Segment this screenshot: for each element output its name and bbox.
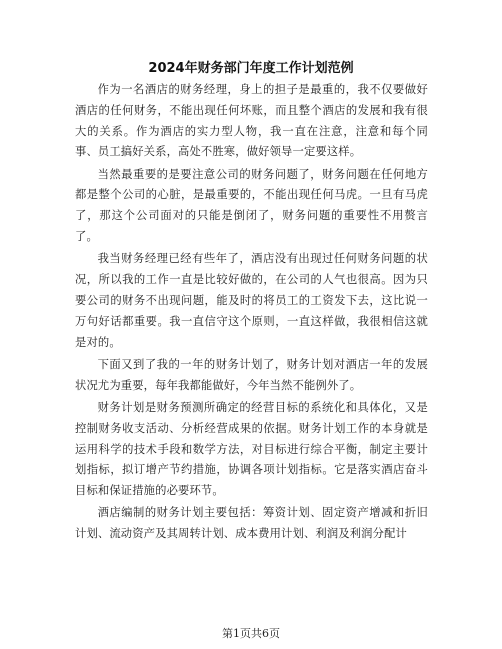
paragraph-4: 下面又到了我的一年的财务计划了，财务计划对酒店一年的发展状况尤为重要，每年我都能做好，今年当然不能例外了。 xyxy=(75,357,428,392)
paragraph-3: 我当财务经理已经有些年了，酒店没有出现过任何财务问题的状况，所以我的工作一直是比较好做的，在公司的人气也很高。因为只要公司的财务不出现问题，能及时的将员工的工资发下去，这比说一万句好话都重要。我一直信守这个原则，一直这样做，我很相信这就是对的。 xyxy=(75,252,428,349)
document-title: 2024年财务部门年度工作计划范例 xyxy=(148,61,354,76)
paragraph-6: 酒店编制的财务计划主要包括：筹资计划、固定资产增减和折旧计划、流动资产及其周转计划、成本费用计划、利润及利润分配计 xyxy=(75,506,428,541)
document-body xyxy=(75,80,428,547)
page-number-footer: 第1页共6页 xyxy=(222,627,280,640)
paragraph-1: 作为一名酒店的财务经理，身上的担子是最重的，我不仅要做好酒店的任何财务，不能出现任何坏账，而且整个酒店的发展和我有很大的关系。作为酒店的实力型人物，我一直在注意，注意和每个同事、员工搞好关系，高处不胜寒，做好领导一定要这样。 xyxy=(75,83,428,159)
paragraph-5: 财务计划是财务预测所确定的经营目标的系统化和具体化，又是控制财务收支活动、分析经营成果的依据。财务计划工作的本身就是运用科学的技术手段和数学方法，对目标进行综合平衡，制定主要计划指标，拟订增产节约措施，协调各项计划指标。它是落实酒店奋斗目标和保证措施的必要环节。 xyxy=(75,400,428,498)
paragraph-2: 当然最重要的是要注意公司的财务问题了，财务问题在任何地方都是整个公司的心脏，是最重要的，不能出现任何马虎。一旦有马虎了，那这个公司面对的只能是倒闭了，财务问题的重要性不用赘言了。 xyxy=(75,167,428,244)
